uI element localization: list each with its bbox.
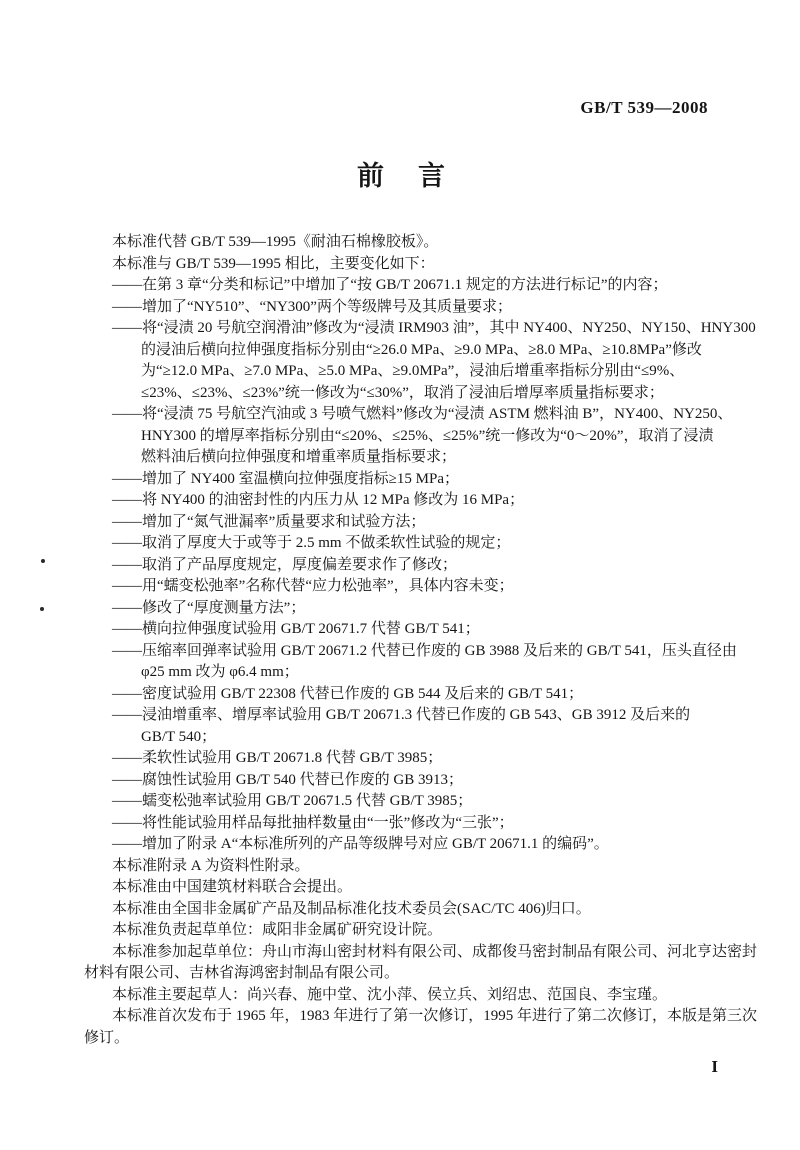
text-line: ——用“蠕变松弛率”名称代替“应力松弛率”，具体内容未变； — [112, 578, 514, 594]
text-line: ——浸油增重率、增厚率试验用 GB/T 20671.3 代替已作废的 GB 543、GB 3912 及后来的 — [112, 707, 691, 723]
text-line: ——在第 3 章“分类和标记”中增加了“按 GB/T 20671.1 规定的方法进行标记”的内容； — [112, 277, 668, 293]
text-line: ——增加了“NY510”、“NY300”两个等级牌号及其质量要求； — [112, 298, 512, 315]
text-line: 本标准负责起草单位：咸阳非金属矿研究设计院。 — [112, 922, 443, 938]
document-body — [84, 232, 764, 1049]
text-line: ——压缩率回弹率试验用 GB/T 20671.2 代替已作废的 GB 3988 及后来的 GB/T 541，压头直径由 — [112, 642, 737, 659]
text-line: ——蠕变松弛率试验用 GB/T 20671.5 代替 GB/T 3985； — [112, 793, 473, 809]
text-line: ——将“浸渍 20 号航空润滑油”修改为“浸渍 IRM903 油”，其中 NY400、NY250、NY150、HNY300 — [112, 320, 756, 336]
text-line: 本标准由中国建筑材料联合会提出。 — [112, 879, 353, 895]
text-line: ——增加了附录 A“本标准所列的产品等级牌号对应 GB/T 20671.1 的编码”。 — [112, 836, 609, 852]
text-line: HNY300 的增厚率指标分别由“≤20%、≤25%、≤25%”统一修改为“0～20%”，取消了浸渍 — [141, 427, 714, 444]
text-line: ——修改了“厚度测量方法”； — [112, 599, 306, 616]
text-line: ——柔软性试验用 GB/T 20671.8 代替 GB/T 3985； — [112, 750, 443, 766]
text-line: 本标准由全国非金属矿产品及制品标准化技术委员会(SAC/TC 406)归口。 — [112, 900, 591, 917]
text-line: 本标准与 GB/T 539—1995 相比，主要变化如下： — [112, 255, 435, 272]
text-line: ——取消了产品厚度规定，厚度偏差要求作了修改； — [112, 556, 458, 573]
text-line: 燃料油后横向拉伸强度和增重率质量指标要求； — [141, 449, 457, 465]
text-line: ——增加了“氮气泄漏率”质量要求和试验方法； — [112, 513, 426, 530]
text-line: ——密度试验用 GB/T 22308 代替已作废的 GB 544 及后来的 GB/T 541； — [112, 685, 584, 702]
text-line: 本标准代替 GB/T 539—1995《耐油石棉橡胶板》。 — [112, 234, 439, 250]
page-title-char-1: 前 — [357, 161, 384, 191]
text-line: 修订。 — [84, 1029, 130, 1046]
text-line: GB/T 540； — [141, 728, 217, 745]
text-line: ≤23%、≤23%、≤23%”统一修改为“≤30%”，取消了浸油后增厚率质量指标要求； — [141, 384, 664, 401]
scan-speck — [40, 607, 44, 611]
text-line: ——取消了厚度大于或等于 2.5 mm 不做柔软性试验的规定； — [112, 535, 511, 551]
text-line: 为“≥12.0 MPa、≥7.0 MPa、≥5.0 MPa、≥9.0MPa”，浸油后增重率指标分别由“≤9%、 — [141, 363, 685, 379]
text-line: ——将 NY400 的油密封性的内压力从 12 MPa 修改为 16 MPa； — [112, 492, 525, 508]
text-line: ——腐蚀性试验用 GB/T 540 代替已作废的 GB 3913； — [112, 771, 463, 788]
text-line: 的浸油后横向拉伸强度指标分别由“≥26.0 MPa、≥9.0 MPa、≥8.0 MPa、≥10.8MPa”修改 — [141, 341, 702, 358]
text-line: ——横向拉伸强度试验用 GB/T 20671.7 代替 GB/T 541； — [112, 621, 480, 637]
text-line: φ25 mm 改为 φ6.4 mm； — [141, 664, 299, 680]
text-line: ——增加了 NY400 室温横向拉伸强度指标≥15 MPa； — [112, 470, 459, 487]
text-line: ——将“浸渍 75 号航空汽油或 3 号喷气燃料”修改为“浸渍 ASTM 燃料油 B”，NY400、NY250、 — [112, 406, 733, 422]
standard-code: GB/T 539—2008 — [580, 98, 708, 117]
page-number: I — [711, 1057, 718, 1076]
text-line: 本标准首次发布于 1965 年，1983 年进行了第一次修订，1995 年进行了第二次修订，本版是第三次 — [112, 1008, 758, 1024]
text-line: 材料有限公司、吉林省海鸿密封制品有限公司。 — [84, 965, 400, 981]
scan-speck — [41, 559, 45, 563]
text-line: ——将性能试验用样品每批抽样数量由“一张”修改为“三张”； — [112, 814, 514, 831]
page-title — [84, 163, 718, 190]
page-title-char-2: 言 — [418, 161, 445, 191]
text-line: 本标准参加起草单位：舟山市海山密封材料有限公司、成都俊马密封制品有限公司、河北亨达密封 — [112, 943, 758, 960]
text-line: 本标准主要起草人：尚兴春、施中堂、沈小萍、侯立兵、刘绍忠、范国良、李宝瑾。 — [112, 986, 668, 1003]
text-line: 本标准附录 A 为资料性附录。 — [112, 857, 310, 874]
